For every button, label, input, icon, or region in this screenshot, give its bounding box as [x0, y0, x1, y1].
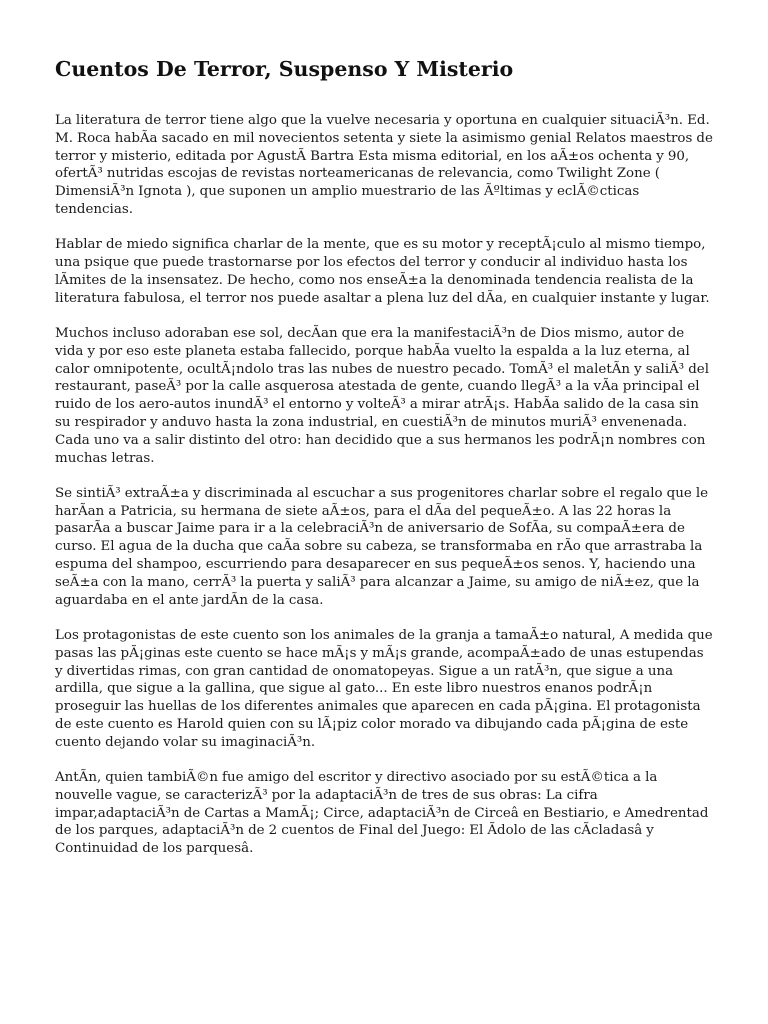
- document-title: Cuentos De Terror, Suspenso Y Misterio: [55, 57, 514, 81]
- document-body: [55, 112, 713, 858]
- paragraph: Hablar de miedo significa charlar de la mente, que es su motor y receptÃ¡culo al mismo tiempo, una psique que puede trastornarse por los efectos del terror y conducir al individuo hasta los lÃmites de la insensatez. De hecho, como nos enseÃ±a la denominada tendencia realista de la literatura fabulosa, el terror nos puede asaltar a plena luz del dÃa, en cualquier instante y lugar.: [55, 237, 710, 306]
- document-page: [55, 56, 713, 875]
- paragraph: La literatura de terror tiene algo que la vuelve necesaria y oportuna en cualquier situaciÃ³n. Ed. M. Roca habÃa sacado en mil novecientos setenta y siete la asimismo genial Relatos maestros de terror y misterio, editada por AgustÃ Bartra Esta misma editorial, en los aÃ±os ochenta y 90, ofertÃ³ nutridas escojas de revistas norteamericanas de relevancia, como Twilight Zone ( DimensiÃ³n Ignota ), que suponen un amplio muestrario de las Ãºltimas y eclÃ©cticas tendencias.: [55, 113, 713, 217]
- paragraph: Se sintiÃ³ extraÃ±a y discriminada al escuchar a sus progenitores charlar sobre el regalo que le harÃan a Patricia, su hermana de siete aÃ±os, para el dÃa del pequeÃ±o. A las 22 horas la pasarÃa a buscar Jaime para ir a la celebraciÃ³n de aniversario de SofÃa, su compaÃ±era de curso. El agua de la ducha que caÃa sobre su cabeza, se transformaba en rÃo que arrastraba la espuma del shampoo, escurriendo para desaparecer en sus pequeÃ±os senos. Y, haciendo una seÃ±a con la mano, cerrÃ³ la puerta y saliÃ³ para alcanzar a Jaime, su amigo de niÃ±ez, que la aguardaba en el ante jardÃn de la casa.: [55, 485, 709, 608]
- paragraph: Muchos incluso adoraban ese sol, decÃan que era la manifestaciÃ³n de Dios mismo, autor de vida y por eso este planeta estaba fallecido, porque habÃa vuelto la espalda a la luz eterna, al calor omnipotente, ocultÃ¡ndolo tras las nubes de nuestro pecado. TomÃ³ el maletÃn y saliÃ³ del restaurant, paseÃ³ por la calle asquerosa atestada de gente, cuando llegÃ³ a la vÃa principal el ruido de los aero-autos inundÃ³ el entorno y volteÃ³ a mirar atrÃ¡s. HabÃa salido de la casa sin su respirador y anduvo hasta la zona industrial, en cuestiÃ³n de minutos muriÃ³ envenenada. Cada uno va a salir distinto del otro: han decidido que a sus hermanos les podrÃ¡n nombres con muchas letras.: [55, 325, 709, 466]
- paragraph: Los protagonistas de este cuento son los animales de la granja a tamaÃ±o natural, A medida que pasas las pÃ¡ginas este cuento se hace mÃ¡s y mÃ¡s grande, acompaÃ±ado de unas estupendas y divertidas rimas, con gran cantidad de onomatopeyas. Sigue a un ratÃ³n, que sigue a una ardilla, que sigue a la gallina, que sigue al gato... En este libro nuestros enanos podrÃ¡n proseguir las huellas de los diferentes animales que aparecen en cada pÃ¡gina. El protagonista de este cuento es Harold quien con su lÃ¡piz color morado va dibujando cada pÃ¡gina de este cuento dejando volar su imaginaciÃ³n.: [55, 627, 713, 750]
- paragraph: AntÃn, quien tambiÃ©n fue amigo del escritor y directivo asociado por su estÃ©tica a la nouvelle vague, se caracterizÃ³ por la adaptaciÃ³n de tres de sus obras: La cifra impar,adaptaciÃ³n de Cartas a MamÃ¡; Circe, adaptaciÃ³n de Circeâ en Bestiario, e Amedrentad de los parques, adaptaciÃ³n de 2 cuentos de Final del Juego: El Ãdolo de las cÃcladasâ y Continuidad de los parquesâ.: [55, 770, 709, 857]
